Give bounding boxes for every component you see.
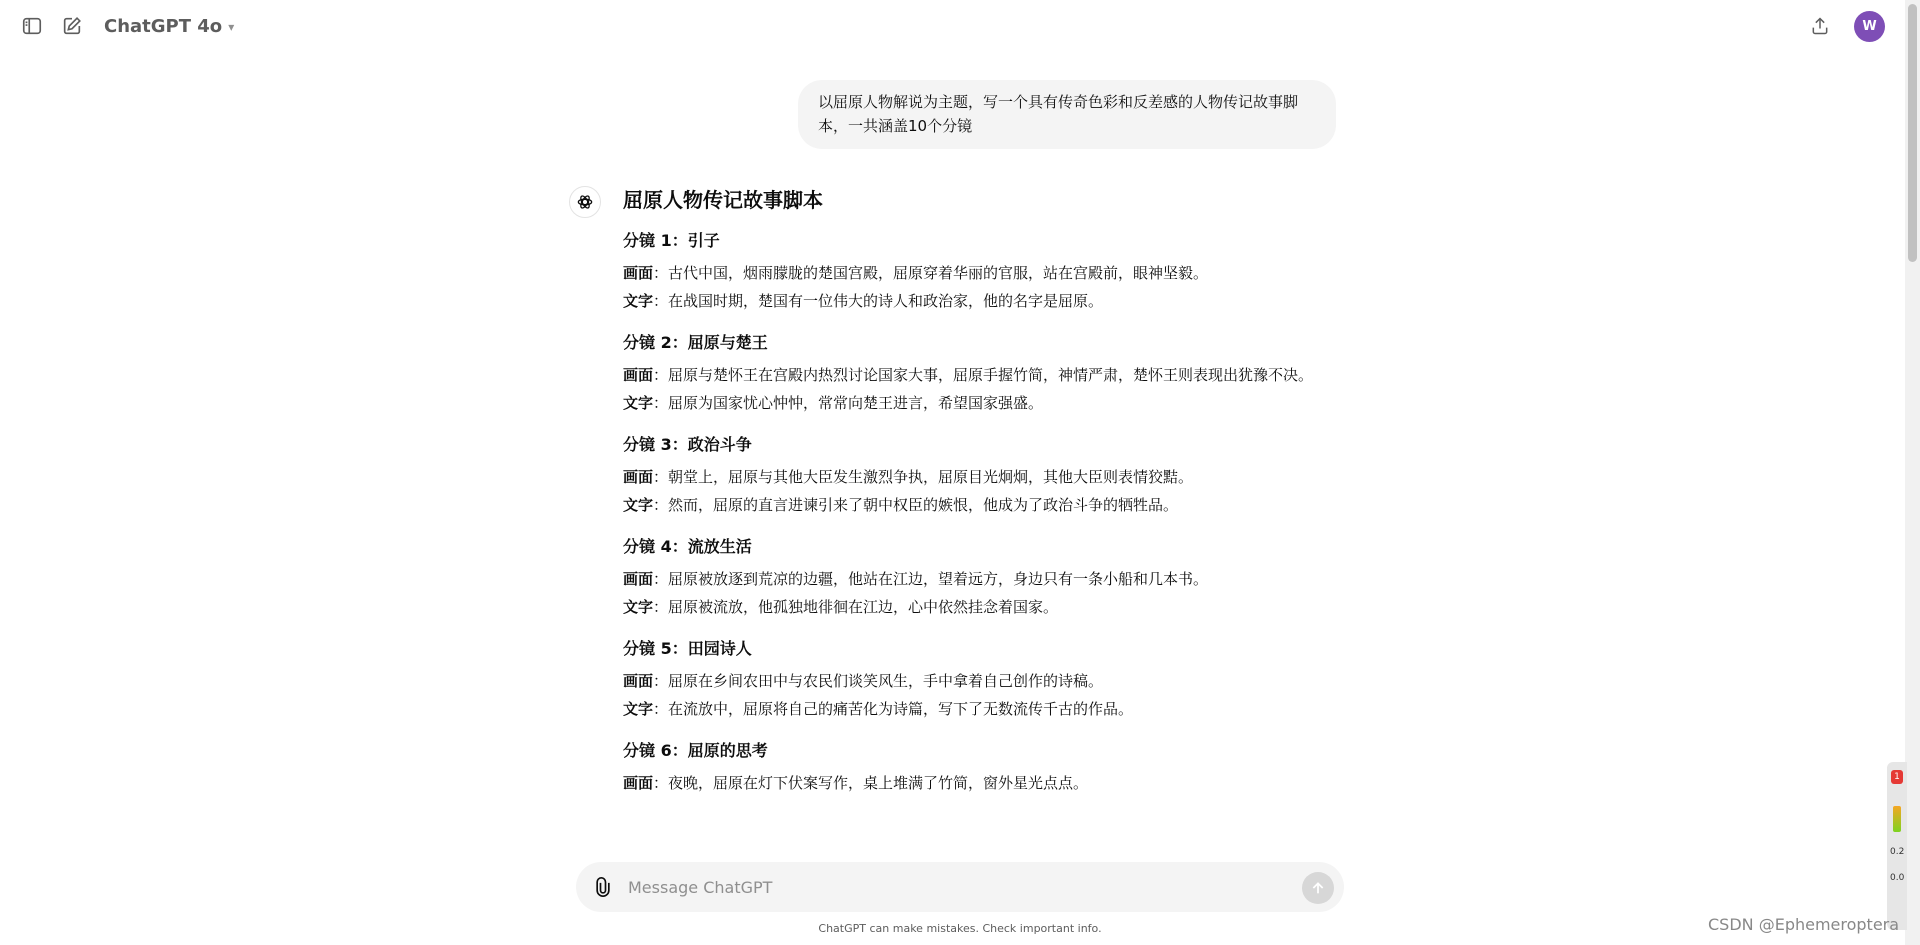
scene-heading: 分镜 2：屈原与楚王 [623, 333, 768, 352]
scene-heading: 分镜 3：政治斗争 [623, 435, 752, 454]
send-button[interactable] [1302, 872, 1334, 904]
page-scrollbar[interactable] [1905, 0, 1920, 945]
text-label: 文字 [623, 496, 654, 514]
user-message [798, 80, 1336, 149]
scene-text-line [623, 593, 1333, 621]
composer [576, 862, 1344, 912]
level-bar-icon [1893, 806, 1901, 832]
text-label: 文字 [623, 700, 654, 718]
disclaimer: ChatGPT can make mistakes. Check important info. [818, 922, 1102, 935]
scene-section [623, 637, 1333, 723]
network-monitor-widget[interactable] [1887, 762, 1907, 930]
image-text: ：古代中国，烟雨朦胧的楚国宫殿，屈原穿着华丽的官服，站在宫殿前，眼神坚毅。 [653, 264, 1209, 282]
sidebar-toggle-icon[interactable] [18, 12, 46, 40]
text-label: 文字 [623, 598, 654, 616]
scene-text-line [623, 695, 1333, 723]
top-bar [0, 0, 1905, 52]
scene-image-line [623, 565, 1333, 593]
share-icon[interactable] [1806, 12, 1834, 40]
text-text: ：屈原被流放，他孤独地徘徊在江边，心中依然挂念着国家。 [653, 598, 1059, 616]
text-label: 文字 [623, 292, 654, 310]
download-rate: 0.0 [1890, 873, 1905, 883]
image-text: ：朝堂上，屈原与其他大臣发生激烈争执，屈原目光炯炯，其他大臣则表情狡黠。 [653, 468, 1194, 486]
scene-image-line [623, 463, 1333, 491]
text-text: ：然而，屈原的直言进谏引来了朝中权臣的嫉恨，他成为了政治斗争的牺牲品。 [653, 496, 1179, 514]
scene-heading: 分镜 6：屈原的思考 [623, 741, 768, 760]
model-selector[interactable] [104, 16, 234, 37]
scene-section [623, 331, 1333, 417]
scene-image-line [623, 667, 1333, 695]
scene-image-line [623, 361, 1333, 389]
image-text: ：屈原被放逐到荒凉的边疆，他站在江边，望着远方，身边只有一条小船和几本书。 [653, 570, 1209, 588]
text-text: ：屈原为国家忧心忡忡，常常向楚王进言，希望国家强盛。 [653, 394, 1044, 412]
image-label: 画面 [623, 774, 654, 792]
user-message-text: 以屈原人物解说为主题，写一个具有传奇色彩和反差感的人物传记故事脚本，一共涵盖10个分镜 [818, 93, 1299, 135]
scene-section [623, 535, 1333, 621]
scene-image-line [623, 769, 1333, 797]
new-chat-icon[interactable] [58, 12, 86, 40]
scene-section [623, 229, 1333, 315]
alert-badge: 1 [1891, 770, 1903, 784]
message-input[interactable] [628, 874, 1268, 900]
image-label: 画面 [623, 672, 654, 690]
scene-heading: 分镜 4：流放生活 [623, 537, 752, 556]
assistant-logo-icon [569, 186, 601, 218]
avatar[interactable] [1854, 11, 1885, 42]
scene-image-line [623, 259, 1333, 287]
image-label: 画面 [623, 264, 654, 282]
text-text: ：在战国时期，楚国有一位伟大的诗人和政治家，他的名字是屈原。 [653, 292, 1104, 310]
image-label: 画面 [623, 468, 654, 486]
upload-rate: 0.2 [1890, 847, 1905, 857]
scrollbar-thumb[interactable] [1908, 4, 1917, 262]
answer-title: 屈原人物传记故事脚本 [623, 188, 823, 212]
image-label: 画面 [623, 366, 654, 384]
scene-text-line [623, 491, 1333, 519]
image-text: ：屈原与楚怀王在宫殿内热烈讨论国家大事，屈原手握竹简，神情严肃，楚怀王则表现出犹豫不决。 [653, 366, 1314, 384]
avatar-initial: W [1862, 19, 1877, 34]
scene-section [623, 739, 1333, 797]
conversation-area [0, 52, 1905, 862]
scene-text-line [623, 389, 1333, 417]
text-label: 文字 [623, 394, 654, 412]
scene-section [623, 433, 1333, 519]
scene-heading: 分镜 5：田园诗人 [623, 639, 752, 658]
assistant-message [623, 185, 1333, 813]
chevron-down-icon: ▾ [228, 19, 235, 34]
scene-text-line [623, 287, 1333, 315]
image-label: 画面 [623, 570, 654, 588]
image-text: ：夜晚，屈原在灯下伏案写作，桌上堆满了竹简，窗外星光点点。 [653, 774, 1089, 792]
text-text: ：在流放中，屈原将自己的痛苦化为诗篇，写下了无数流传千古的作品。 [653, 700, 1134, 718]
image-text: ：屈原在乡间农田中与农民们谈笑风生，手中拿着自己创作的诗稿。 [653, 672, 1104, 690]
attach-icon[interactable] [590, 874, 616, 900]
watermark: CSDN @Ephemeroptera [1708, 915, 1900, 934]
scene-heading: 分镜 1：引子 [623, 231, 720, 250]
model-name-label: ChatGPT 4o [104, 16, 223, 37]
